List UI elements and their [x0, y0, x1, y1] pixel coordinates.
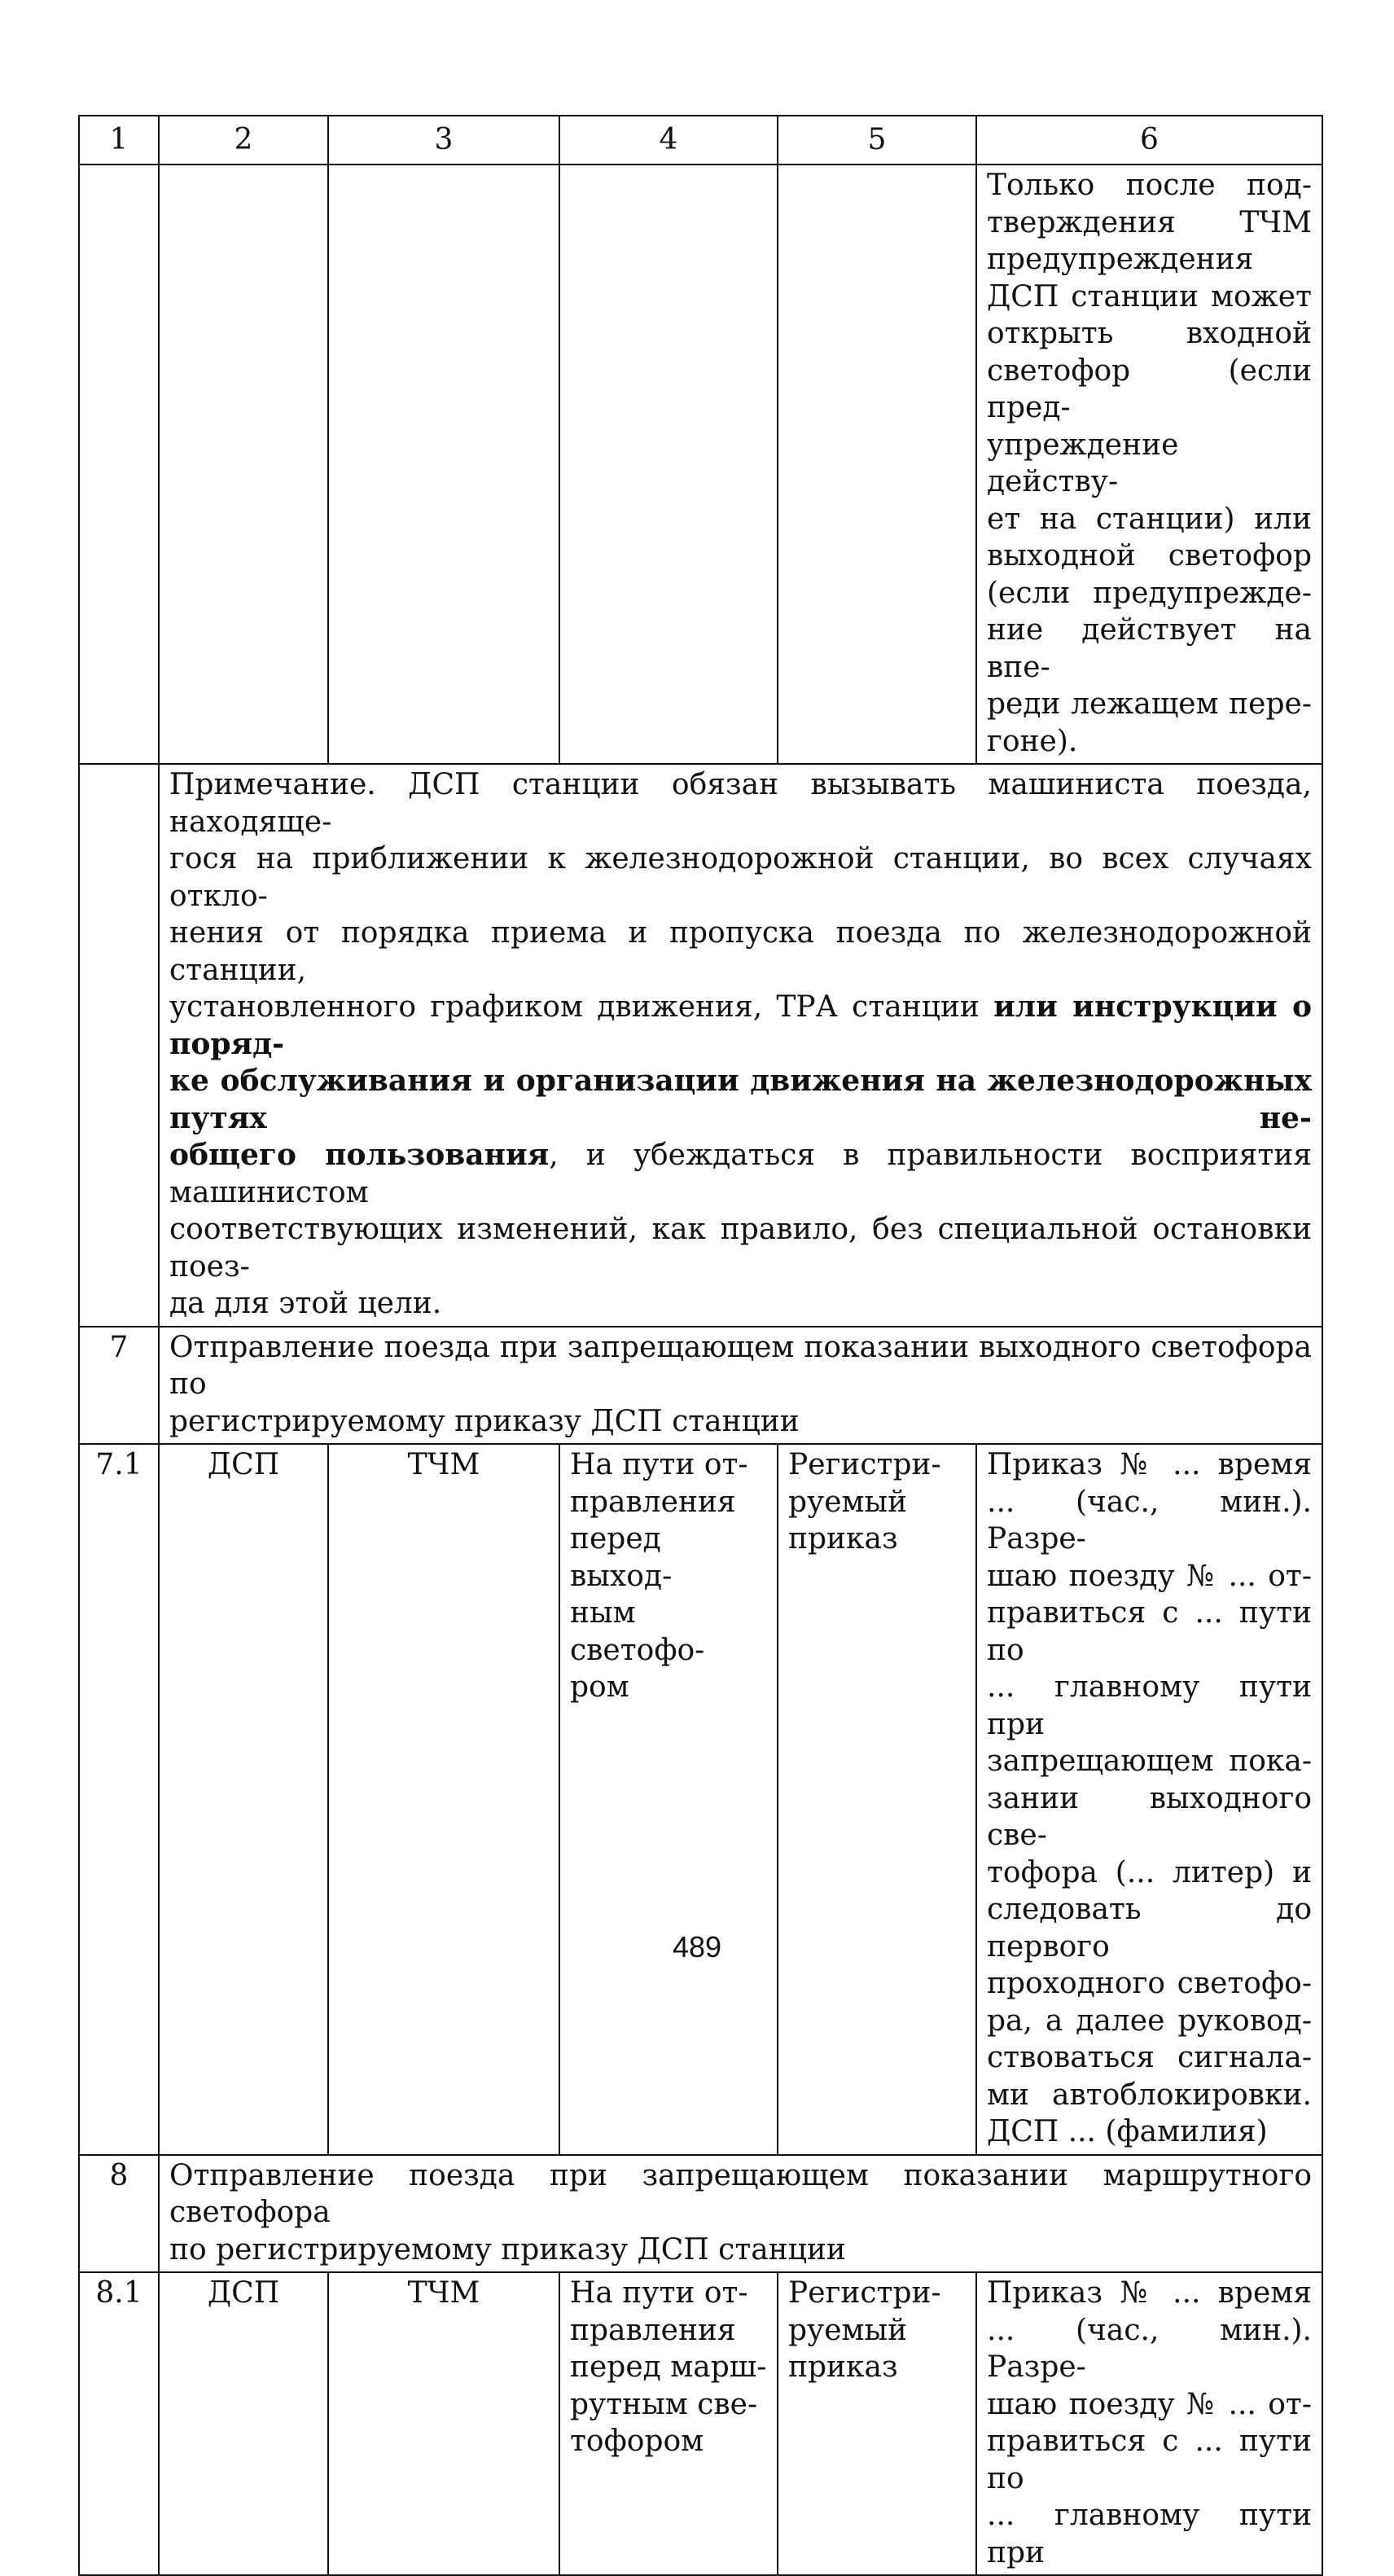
text-line: по регистрируемому приказу ДСП станции [169, 2232, 846, 2267]
row-7-1 [79, 1444, 1322, 2155]
page-number: 489 [672, 1930, 722, 1964]
text-line: ДСП ... (фамилия) [987, 2115, 1268, 2148]
order-type-cell [778, 2272, 976, 2575]
text-line: светофор (если пред- [987, 353, 1312, 424]
header-cell-6: 6 [976, 116, 1322, 165]
text-line: Отправление поезда при запрещающем показании маршрутного светофора [169, 2158, 1312, 2229]
text-line: тофора (... литер) и [987, 1855, 1312, 1889]
note-row [79, 764, 1322, 1327]
text-line: ние действует на впе- [987, 613, 1312, 684]
text-line: приказ [788, 2350, 898, 2384]
text-line: ... главному пути при [987, 2499, 1312, 2569]
text-line: правления [570, 2313, 736, 2347]
note-run: соответствующих изменений, как правило, без специальной остановки поез- [169, 1213, 1312, 1284]
note-line [169, 989, 1312, 1063]
continued-cell-5 [778, 165, 976, 764]
text-line: упреждение действу- [987, 428, 1179, 498]
text-line: ... (час., мин.). Разре- [987, 2313, 1312, 2384]
note-text [159, 764, 1322, 1327]
row-number: 8.1 [79, 2272, 159, 2575]
note-bold-run: общего пользования [169, 1138, 550, 1172]
text-line: выходной светофор [987, 539, 1312, 573]
text-line: ным светофо- [570, 1596, 705, 1667]
location-cell [559, 2272, 778, 2575]
header-row [79, 116, 1322, 165]
note-run: гося на приближении к железнодорожной станции, во всех случаях откло- [169, 842, 1312, 913]
text-line: руемый [788, 2313, 908, 2347]
header-cell-1: 1 [79, 116, 159, 165]
order-text-cell [976, 1444, 1322, 2155]
continued-instruction-text [976, 165, 1322, 764]
text-line: Только после под- [987, 169, 1312, 202]
row-number: 7.1 [79, 1444, 159, 2155]
text-line: рутным све- [570, 2387, 758, 2421]
text-line: На пути от- [570, 1448, 748, 1481]
note-run: установленного графиком движения, ТРА станции [169, 990, 994, 1024]
text-line: ... главному пути при [987, 1670, 1312, 1741]
text-line: шаю поезду № ... от- [987, 1559, 1312, 1593]
order-type-cell [778, 1444, 976, 2155]
text-line: гоне). [987, 724, 1078, 758]
text-line: руемый [788, 1485, 908, 1519]
section-title [159, 1327, 1322, 1445]
text-line: правиться с ... пути по [987, 1596, 1312, 1667]
text-line: зании выходного све- [987, 1781, 1312, 1852]
row-number: 8 [79, 2155, 159, 2273]
header-cell-4: 4 [559, 116, 778, 165]
note-run: да для этой цели. [169, 1287, 442, 1320]
continued-cell-4 [559, 165, 778, 764]
row-8-1 [79, 2272, 1322, 2575]
note-line [169, 915, 1312, 989]
text-line: правления [570, 1485, 736, 1519]
text-line: запрещающем пока- [987, 1744, 1312, 1778]
note-line [169, 1063, 1312, 1137]
text-line: регистрируемому приказу ДСП станции [169, 1404, 800, 1438]
note-bold-run: ке обслуживания и организации движения на железнодорожных путях не- [169, 1064, 1312, 1135]
text-line: (если предупрежде- [987, 576, 1312, 610]
text-line: Приказ № ... время [987, 1448, 1312, 1481]
text-line: Приказ № ... время [987, 2276, 1312, 2310]
text-line: Регистри- [788, 1448, 941, 1481]
note-line [169, 1137, 1312, 1211]
recipient-cell: ТЧМ [328, 2272, 559, 2575]
note-number-cell [79, 764, 159, 1327]
note-run: Примечание. ДСП станции обязан вызывать машиниста поезда, находяще- [169, 768, 1312, 839]
text-line: тверждения ТЧМ [987, 205, 1312, 239]
text-line: ет на станции) или [987, 502, 1312, 536]
text-line: тофором [570, 2425, 704, 2458]
section-row-8 [79, 2155, 1322, 2273]
text-line: ствоваться сигнала- [987, 2041, 1312, 2074]
text-line: ром [570, 1670, 629, 1704]
section-title [159, 2155, 1322, 2273]
text-line: следовать до первого [987, 1893, 1312, 1964]
text-line: шаю поезду № ... от- [987, 2387, 1312, 2421]
continued-row [79, 165, 1322, 764]
text-line: Отправление поезда при запрещающем показании выходного светофора по [169, 1330, 1312, 1401]
note-line [169, 766, 1312, 840]
text-line: ми автоблокировки. [987, 2078, 1312, 2112]
text-line: приказ [788, 1522, 898, 1556]
text-line: проходного светофо- [987, 1967, 1312, 2000]
text-line: Регистри- [788, 2276, 941, 2310]
row-number: 7 [79, 1327, 159, 1445]
instruction-table [78, 115, 1323, 2576]
note-line [169, 840, 1312, 915]
text-line: правиться с ... пути по [987, 2425, 1312, 2495]
order-text-cell [976, 2272, 1322, 2575]
text-line: перед марш- [570, 2350, 767, 2384]
text-line: реди лежащем пере- [987, 687, 1312, 721]
header-cell-5: 5 [778, 116, 976, 165]
note-line [169, 1211, 1312, 1285]
text-line: перед выход- [570, 1522, 673, 1593]
continued-cell-2 [159, 165, 328, 764]
note-run: нения от порядка приема и пропуска поезда по железнодорожной станции, [169, 916, 1312, 987]
text-line: На пути от- [570, 2276, 748, 2310]
continued-cell-1 [79, 165, 159, 764]
issuer-cell: ДСП [159, 1444, 328, 2155]
header-cell-3: 3 [328, 116, 559, 165]
text-line: открыть входной [987, 317, 1312, 350]
continued-cell-3 [328, 165, 559, 764]
section-row-7 [79, 1327, 1322, 1445]
location-cell [559, 1444, 778, 2155]
text-line: предупреждения [987, 243, 1254, 276]
recipient-cell: ТЧМ [328, 1444, 559, 2155]
issuer-cell: ДСП [159, 2272, 328, 2575]
note-run: , и убеждаться в правильности восприятия машинистом [169, 1139, 1312, 1209]
text-line: ... (час., мин.). Разре- [987, 1485, 1312, 1556]
header-cell-2: 2 [159, 116, 328, 165]
note-bold-run: или инструкции о поряд- [169, 990, 1312, 1061]
text-line: ДСП станции может [987, 279, 1312, 314]
note-line [169, 1285, 1312, 1323]
text-line: ра, а далее руковод- [987, 2003, 1312, 2038]
